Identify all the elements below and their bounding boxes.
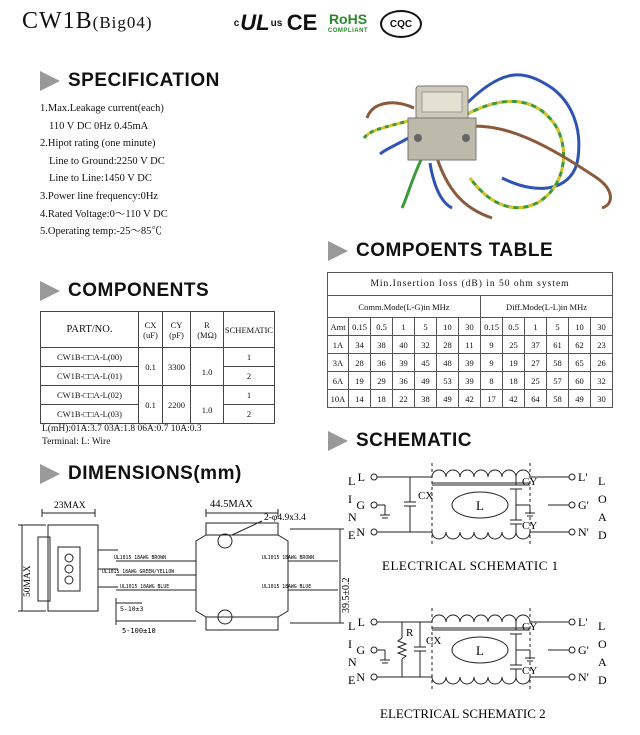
table-row [328, 336, 613, 354]
table-row [328, 372, 613, 390]
section-arrow-icon [328, 241, 348, 261]
amt-cell: 6A [328, 372, 349, 390]
section-arrow-icon [40, 281, 60, 301]
section-arrow-icon [328, 431, 348, 451]
dimensions-drawing [10, 495, 350, 645]
value-cell: 9 [481, 336, 503, 354]
spec-line: 2.Hipot rating (one minute) [40, 138, 156, 150]
cy-label-bottom: CY [522, 665, 538, 677]
table-title-row [328, 273, 613, 296]
terminal-l-in: L [357, 470, 365, 484]
value-cell: 29 [371, 372, 393, 390]
terminal-n-in: N [356, 525, 365, 539]
value-cell: 61 [547, 336, 569, 354]
cell-cy: 3300 [163, 348, 191, 386]
value-cell: 8 [481, 372, 503, 390]
value-cell: 34 [349, 336, 371, 354]
electrical-schematic-1 [340, 455, 640, 585]
cell-part: CW1B-□□A-L(00) [41, 348, 139, 367]
cell-r-empty [191, 386, 224, 405]
cell-part: CW1B-□□A-L(03) [41, 405, 139, 424]
spec-line: 5.Operating temp:-25～85℃ [40, 226, 162, 238]
value-cell: 26 [591, 354, 613, 372]
header-cx: CX (uF) [139, 312, 163, 348]
comm-mode-header: Comm.Mode(L-G)in MHz [328, 296, 481, 318]
hole-label: 2-φ4.9x3.4 [264, 513, 306, 523]
rohs-certification-logo: RoHS COMPLIANT [327, 10, 369, 34]
amt-cell: 1A [328, 336, 349, 354]
schematic-1-caption: ELECTRICAL SCHEMATIC 1 [382, 558, 559, 573]
value-cell: 58 [547, 390, 569, 408]
value-cell: 49 [415, 372, 437, 390]
terminal-note: Terminal: L: Wire [42, 437, 111, 447]
coil-label: L [476, 498, 484, 513]
spec-line: 110 V DC 0Hz 0.45mA [49, 120, 149, 132]
terminal-n-out: N' [578, 670, 589, 684]
wire-label-brown-right: UL1015 18AWG BROWN [262, 556, 314, 561]
frequency-cell: 1 [525, 318, 547, 336]
terminal-n-in: N [356, 670, 365, 684]
value-cell: 57 [547, 372, 569, 390]
terminal-l-out: L' [578, 470, 588, 484]
cell-part: CW1B-□□A-L(01) [41, 367, 139, 386]
spec-line: Line to Ground:2250 V DC [49, 155, 165, 167]
amt-cell: 3A [328, 354, 349, 372]
insertion-loss-table [327, 272, 613, 408]
r-label: R [406, 627, 414, 639]
filter-product-photo [352, 58, 622, 238]
load-vertical-label: L O A D [598, 474, 607, 542]
value-cell: 40 [393, 336, 415, 354]
frequency-row [328, 318, 613, 336]
cy-label-top: CY [522, 476, 538, 488]
value-cell: 17 [481, 390, 503, 408]
specification-list [40, 100, 168, 241]
terminal-g-in: G [356, 643, 365, 657]
wire-label-blue-left: UL1015 18AWG BLUE [120, 585, 170, 590]
terminal-g-in: G [356, 498, 365, 512]
header-part: PART/NO. [41, 312, 139, 348]
frequency-cell: 5 [547, 318, 569, 336]
value-cell: 38 [371, 336, 393, 354]
amt-cell: 10A [328, 390, 349, 408]
lead-length-label: 5-100±10 [122, 627, 156, 635]
cell-schematic: 1 [224, 386, 275, 405]
wire-label-blue-right: UL1015 18AWG BLUE [262, 585, 312, 590]
specification-heading: SPECIFICATION [40, 70, 220, 92]
cqc-certification-logo: CQC [380, 10, 422, 38]
cell-schematic: 1 [224, 348, 275, 367]
ul-certification-logo: c UL us [233, 10, 283, 35]
cell-cx: 0.1 [139, 386, 163, 424]
value-cell: 36 [393, 372, 415, 390]
ce-certification-logo: CE [286, 10, 318, 35]
value-cell: 36 [371, 354, 393, 372]
value-cell: 58 [547, 354, 569, 372]
table-row [328, 390, 613, 408]
frequency-cell: 10 [437, 318, 459, 336]
value-cell: 53 [437, 372, 459, 390]
line-vertical-label: L I N E [348, 619, 357, 687]
value-cell: 42 [459, 390, 481, 408]
terminal-l-in: L [357, 615, 365, 629]
spec-line: 4.Rated Voltage:0～110 V DC [40, 208, 168, 220]
terminal-g-out: G' [578, 498, 589, 512]
value-cell: 64 [525, 390, 547, 408]
schematic-2-caption: ELECTRICAL SCHEMATIC 2 [380, 706, 546, 721]
value-cell: 45 [415, 354, 437, 372]
value-cell: 30 [591, 390, 613, 408]
value-cell: 27 [525, 354, 547, 372]
table-row [41, 348, 275, 367]
side-height-label: 50MAX [23, 565, 33, 597]
value-cell: 32 [591, 372, 613, 390]
value-cell: 65 [569, 354, 591, 372]
value-cell: 22 [393, 390, 415, 408]
load-vertical-label: L O A D [598, 619, 607, 687]
spec-line: 1.Max.Leakage current(each) [40, 103, 164, 114]
frequency-cell: 30 [459, 318, 481, 336]
components-heading: COMPONENTS [40, 280, 209, 302]
side-width-label: 23MAX [54, 501, 86, 511]
components-table [40, 311, 275, 424]
value-cell: 49 [437, 390, 459, 408]
terminal-g-out: G' [578, 643, 589, 657]
table-row [41, 386, 275, 405]
frequency-cell: 0.15 [481, 318, 503, 336]
cell-r-empty [191, 348, 224, 367]
value-cell: 19 [349, 372, 371, 390]
cell-cx: 0.1 [139, 348, 163, 386]
cell-cy: 2200 [163, 386, 191, 424]
cell-schematic: 2 [224, 367, 275, 386]
components-notes [42, 423, 202, 449]
value-cell: 48 [437, 354, 459, 372]
table-header-row [41, 312, 275, 348]
value-cell: 25 [525, 372, 547, 390]
value-cell: 28 [437, 336, 459, 354]
line-vertical-label: L I N E [348, 474, 357, 542]
dimensions-heading: DIMENSIONS(mm) [40, 463, 242, 485]
cy-label-top: CY [522, 621, 538, 633]
cell-r: 1.0 [191, 405, 224, 424]
cell-schematic: 2 [224, 405, 275, 424]
cell-part: CW1B-□□A-L(02) [41, 386, 139, 405]
frequency-cell: 0.5 [503, 318, 525, 336]
section-arrow-icon [40, 464, 60, 484]
front-width-label: 44.5MAX [210, 499, 253, 510]
strip-length-label: 5-10±3 [120, 605, 144, 613]
mode-header-row [328, 296, 613, 318]
value-cell: 11 [459, 336, 481, 354]
value-cell: 18 [503, 372, 525, 390]
value-cell: 19 [503, 354, 525, 372]
value-cell: 37 [525, 336, 547, 354]
cx-label: CX [426, 635, 442, 647]
value-cell: 9 [481, 354, 503, 372]
value-cell: 32 [415, 336, 437, 354]
wire-label-green-yellow: UL1015 18AWG GREEN/YELLOW [102, 570, 175, 575]
header-schematic: SCHEMATIC [224, 312, 275, 348]
table-row [328, 354, 613, 372]
header-r: R (MΩ) [191, 312, 224, 348]
cell-r: 1.0 [191, 367, 224, 386]
frequency-cell: 1 [393, 318, 415, 336]
cy-label-bottom: CY [522, 520, 538, 532]
frequency-cell: 5 [415, 318, 437, 336]
value-cell: 42 [503, 390, 525, 408]
mount-label: 39.5±0.2 [341, 577, 352, 613]
wire-label-brown-left: UL1015 18AWG BROWN [114, 556, 166, 561]
components-table-heading: COMPOENTS TABLE [328, 240, 553, 262]
spec-line: 3.Power line frequency:0Hz [40, 190, 159, 202]
frequency-cell: 0.5 [371, 318, 393, 336]
inductance-note: L(mH):01A:3.7 03A:1.8 06A:0.7 10A:0.3 [42, 424, 202, 434]
value-cell: 28 [349, 354, 371, 372]
schematic-heading: SCHEMATIC [328, 430, 472, 452]
section-arrow-icon [40, 71, 60, 91]
spec-line: Line to Line:1450 V DC [49, 173, 152, 185]
value-cell: 60 [569, 372, 591, 390]
table-title: Min.Insertion Ioss (dB) in 50 ohm system [328, 273, 613, 296]
frequency-cell: 30 [591, 318, 613, 336]
page-title: CW1B(Big04) [22, 8, 153, 34]
frequency-cell: 10 [569, 318, 591, 336]
value-cell: 23 [591, 336, 613, 354]
header-cy: CY (pF) [163, 312, 191, 348]
value-cell: 49 [569, 390, 591, 408]
cx-label: CX [418, 490, 434, 502]
diff-mode-header: Diff.Mode(L-L)in MHz [481, 296, 613, 318]
value-cell: 38 [415, 390, 437, 408]
value-cell: 62 [569, 336, 591, 354]
electrical-schematic-2 [340, 600, 640, 730]
terminal-l-out: L' [578, 615, 588, 629]
coil-label: L [476, 643, 484, 658]
value-cell: 39 [393, 354, 415, 372]
value-cell: 14 [349, 390, 371, 408]
value-cell: 18 [371, 390, 393, 408]
value-cell: 25 [503, 336, 525, 354]
value-cell: 39 [459, 372, 481, 390]
amt-header: Amt [328, 318, 349, 336]
frequency-cell: 0.15 [349, 318, 371, 336]
terminal-n-out: N' [578, 525, 589, 539]
value-cell: 39 [459, 354, 481, 372]
